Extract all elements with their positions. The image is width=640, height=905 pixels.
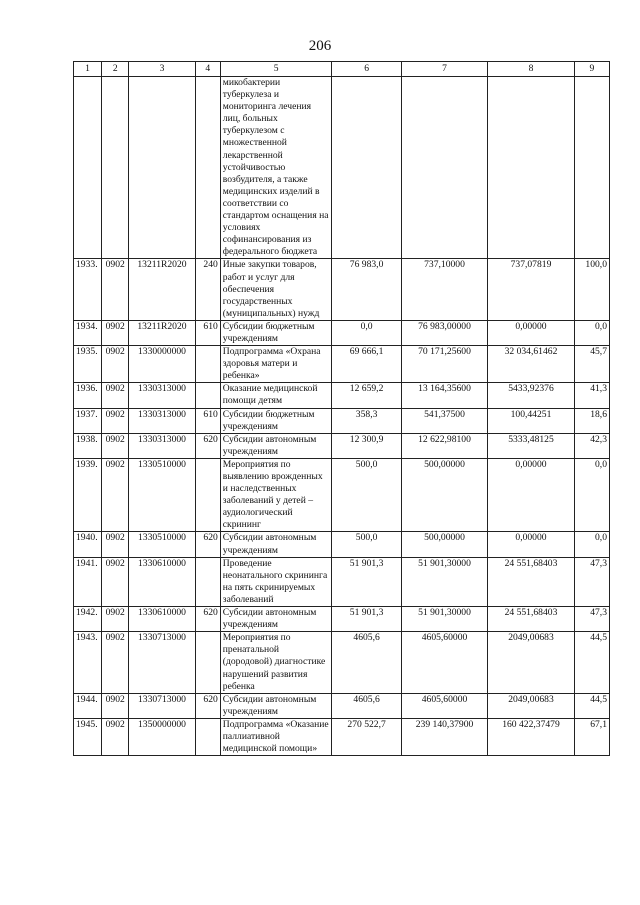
row-number-cell: 1937. — [74, 408, 102, 433]
table-row — [74, 320, 610, 345]
percent-col9-cell: 18,6 — [574, 408, 609, 433]
value-col7-cell: 12 622,98100 — [401, 433, 487, 458]
target-article-cell: 1330510000 — [129, 532, 195, 557]
section-code-cell: 0902 — [102, 346, 129, 383]
expense-type-cell: 620 — [195, 433, 220, 458]
table-row — [74, 458, 610, 532]
section-code-cell: 0902 — [102, 408, 129, 433]
expense-type-cell: 620 — [195, 607, 220, 632]
item-name-cell: Мероприятия по выявлению врожденных и наследственных заболеваний у детей – аудиологический скрининг — [220, 458, 332, 532]
target-article-cell: 13211R2020 — [129, 259, 195, 320]
value-col8-cell: 32 034,61462 — [488, 346, 574, 383]
table-row — [74, 433, 610, 458]
table-row — [74, 77, 610, 259]
value-col6-cell: 358,3 — [332, 408, 401, 433]
column-header: 6 — [332, 62, 401, 77]
row-number-cell: 1938. — [74, 433, 102, 458]
column-header: 1 — [74, 62, 102, 77]
value-col8-cell: 737,07819 — [488, 259, 574, 320]
target-article-cell: 13211R2020 — [129, 320, 195, 345]
column-header: 7 — [401, 62, 487, 77]
value-col8-cell: 24 551,68403 — [488, 607, 574, 632]
column-header: 2 — [102, 62, 129, 77]
item-name-cell: микобактерии туберкулеза и мониторинга лечения лиц, больных туберкулезом с множественной лекарственной устойчивостью возбудителя, а также медицинских изделий в соответствии со стандартом оснащения на условиях софинансирования из федерального бюджета — [220, 77, 332, 259]
expense-type-cell: 240 — [195, 259, 220, 320]
column-header: 5 — [220, 62, 332, 77]
target-article-cell: 1330313000 — [129, 408, 195, 433]
row-number-cell: 1942. — [74, 607, 102, 632]
row-number-cell: 1945. — [74, 718, 102, 755]
section-code-cell — [102, 77, 129, 259]
value-col6-cell: 500,0 — [332, 458, 401, 532]
target-article-cell: 1330313000 — [129, 433, 195, 458]
value-col8-cell — [488, 77, 574, 259]
item-name-cell: Субсидии автономным учреждениям — [220, 433, 332, 458]
percent-col9-cell: 67,1 — [574, 718, 609, 755]
value-col7-cell: 4605,60000 — [401, 693, 487, 718]
percent-col9-cell: 44,5 — [574, 693, 609, 718]
value-col7-cell: 70 171,25600 — [401, 346, 487, 383]
target-article-cell — [129, 77, 195, 259]
percent-col9-cell: 44,5 — [574, 632, 609, 693]
table-header-row — [74, 62, 610, 77]
percent-col9-cell: 47,3 — [574, 557, 609, 606]
expense-type-cell — [195, 557, 220, 606]
page-number: 206 — [308, 38, 332, 54]
section-code-cell: 0902 — [102, 632, 129, 693]
value-col8-cell: 24 551,68403 — [488, 557, 574, 606]
item-name-cell: Подпрограмма «Оказание паллиативной медицинской помощи» — [220, 718, 332, 755]
percent-col9-cell: 0,0 — [574, 458, 609, 532]
table-row — [74, 693, 610, 718]
table-row — [74, 408, 610, 433]
section-code-cell: 0902 — [102, 259, 129, 320]
value-col7-cell: 239 140,37900 — [401, 718, 487, 755]
item-name-cell: Субсидии бюджетным учреждениям — [220, 320, 332, 345]
value-col6-cell: 4605,6 — [332, 693, 401, 718]
table-row — [74, 259, 610, 320]
target-article-cell: 1330510000 — [129, 458, 195, 532]
expense-type-cell: 610 — [195, 320, 220, 345]
value-col7-cell: 500,00000 — [401, 532, 487, 557]
value-col6-cell: 500,0 — [332, 532, 401, 557]
item-name-cell: Субсидии автономным учреждениям — [220, 532, 332, 557]
expense-type-cell: 610 — [195, 408, 220, 433]
value-col8-cell: 2049,00683 — [488, 632, 574, 693]
section-code-cell: 0902 — [102, 433, 129, 458]
value-col6-cell: 51 901,3 — [332, 607, 401, 632]
row-number-cell — [74, 77, 102, 259]
target-article-cell: 1350000000 — [129, 718, 195, 755]
item-name-cell: Субсидии автономным учреждениям — [220, 607, 332, 632]
expense-type-cell: 620 — [195, 532, 220, 557]
value-col6-cell: 12 300,9 — [332, 433, 401, 458]
row-number-cell: 1939. — [74, 458, 102, 532]
value-col8-cell: 2049,00683 — [488, 693, 574, 718]
row-number-cell: 1944. — [74, 693, 102, 718]
value-col7-cell: 541,37500 — [401, 408, 487, 433]
item-name-cell: Субсидии автономным учреждениям — [220, 693, 332, 718]
section-code-cell: 0902 — [102, 607, 129, 632]
value-col6-cell: 69 666,1 — [332, 346, 401, 383]
item-name-cell: Субсидии бюджетным учреждениям — [220, 408, 332, 433]
target-article-cell: 1330610000 — [129, 607, 195, 632]
target-article-cell: 1330000000 — [129, 346, 195, 383]
value-col8-cell: 0,00000 — [488, 458, 574, 532]
row-number-cell: 1934. — [74, 320, 102, 345]
table-row — [74, 346, 610, 383]
column-header: 8 — [488, 62, 574, 77]
value-col8-cell: 160 422,37479 — [488, 718, 574, 755]
expense-type-cell: 620 — [195, 693, 220, 718]
value-col7-cell: 4605,60000 — [401, 632, 487, 693]
expense-type-cell — [195, 346, 220, 383]
value-col6-cell: 51 901,3 — [332, 557, 401, 606]
value-col8-cell: 0,00000 — [488, 320, 574, 345]
column-header: 4 — [195, 62, 220, 77]
value-col8-cell: 5433,92376 — [488, 383, 574, 408]
budget-table — [73, 61, 610, 756]
value-col8-cell: 5333,48125 — [488, 433, 574, 458]
row-number-cell: 1940. — [74, 532, 102, 557]
row-number-cell: 1943. — [74, 632, 102, 693]
expense-type-cell — [195, 77, 220, 259]
value-col8-cell: 100,44251 — [488, 408, 574, 433]
value-col7-cell: 51 901,30000 — [401, 607, 487, 632]
row-number-cell: 1941. — [74, 557, 102, 606]
row-number-cell: 1933. — [74, 259, 102, 320]
item-name-cell: Оказание медицинской помощи детям — [220, 383, 332, 408]
value-col7-cell: 500,00000 — [401, 458, 487, 532]
row-number-cell: 1936. — [74, 383, 102, 408]
percent-col9-cell: 100,0 — [574, 259, 609, 320]
expense-type-cell — [195, 632, 220, 693]
section-code-cell: 0902 — [102, 693, 129, 718]
value-col8-cell: 0,00000 — [488, 532, 574, 557]
section-code-cell: 0902 — [102, 532, 129, 557]
column-header: 9 — [574, 62, 609, 77]
column-header: 3 — [129, 62, 195, 77]
item-name-cell: Подпрограмма «Охрана здоровья матери и ребенка» — [220, 346, 332, 383]
table-row — [74, 383, 610, 408]
table-body — [74, 77, 610, 756]
section-code-cell: 0902 — [102, 458, 129, 532]
percent-col9-cell: 41,3 — [574, 383, 609, 408]
value-col7-cell — [401, 77, 487, 259]
value-col6-cell: 12 659,2 — [332, 383, 401, 408]
expense-type-cell — [195, 383, 220, 408]
section-code-cell: 0902 — [102, 718, 129, 755]
value-col6-cell: 0,0 — [332, 320, 401, 345]
table-row — [74, 532, 610, 557]
item-name-cell: Иные закупки товаров, работ и услуг для обеспечения государственных (муниципальных) нужд — [220, 259, 332, 320]
table-row — [74, 718, 610, 755]
table-row — [74, 632, 610, 693]
item-name-cell: Проведение неонатального скрининга на пять скринируемых заболеваний — [220, 557, 332, 606]
percent-col9-cell: 45,7 — [574, 346, 609, 383]
target-article-cell: 1330713000 — [129, 632, 195, 693]
percent-col9-cell — [574, 77, 609, 259]
section-code-cell: 0902 — [102, 557, 129, 606]
table-row — [74, 607, 610, 632]
percent-col9-cell: 47,3 — [574, 607, 609, 632]
value-col7-cell: 51 901,30000 — [401, 557, 487, 606]
section-code-cell: 0902 — [102, 383, 129, 408]
target-article-cell: 1330610000 — [129, 557, 195, 606]
expense-type-cell — [195, 458, 220, 532]
percent-col9-cell: 42,3 — [574, 433, 609, 458]
value-col7-cell: 76 983,00000 — [401, 320, 487, 345]
value-col6-cell — [332, 77, 401, 259]
percent-col9-cell: 0,0 — [574, 320, 609, 345]
row-number-cell: 1935. — [74, 346, 102, 383]
expense-type-cell — [195, 718, 220, 755]
value-col7-cell: 737,10000 — [401, 259, 487, 320]
target-article-cell: 1330313000 — [129, 383, 195, 408]
percent-col9-cell: 0,0 — [574, 532, 609, 557]
item-name-cell: Мероприятия по пренатальной (дородовой) диагностике нарушений развития ребенка — [220, 632, 332, 693]
section-code-cell: 0902 — [102, 320, 129, 345]
value-col6-cell: 4605,6 — [332, 632, 401, 693]
value-col6-cell: 76 983,0 — [332, 259, 401, 320]
table-row — [74, 557, 610, 606]
target-article-cell: 1330713000 — [129, 693, 195, 718]
value-col6-cell: 270 522,7 — [332, 718, 401, 755]
value-col7-cell: 13 164,35600 — [401, 383, 487, 408]
